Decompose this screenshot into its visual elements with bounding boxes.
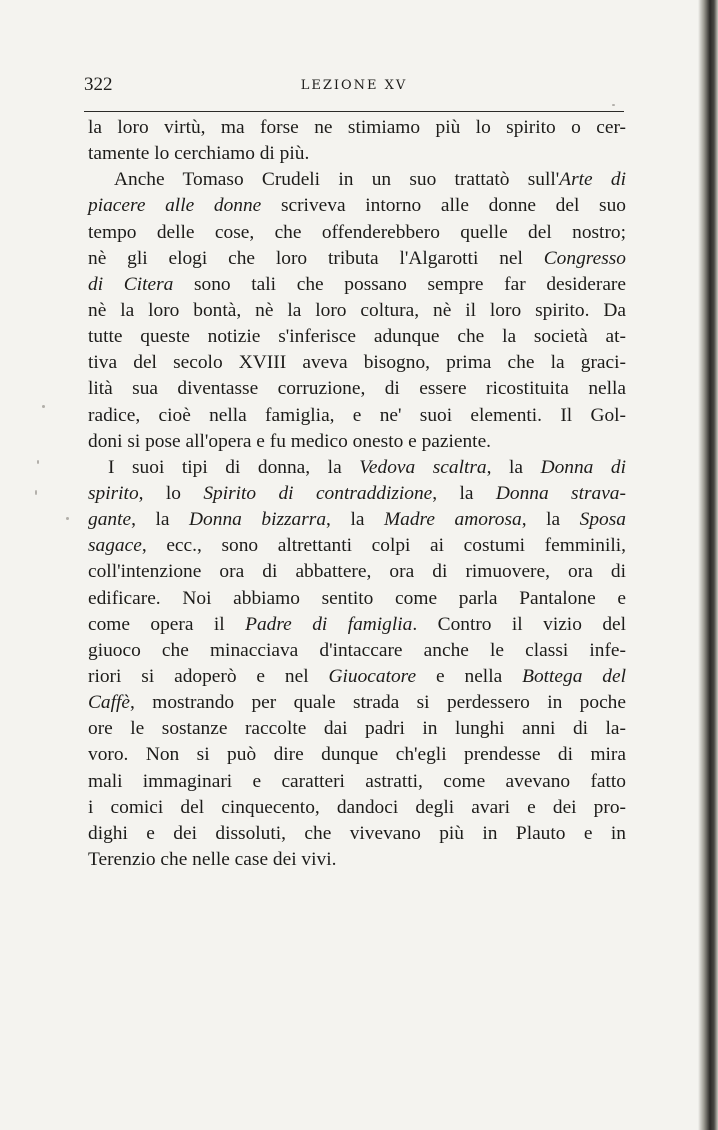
- text-run: come opera il: [88, 613, 246, 635]
- text-run: scriveva intorno alle donne del suo: [261, 195, 626, 217]
- text-run: , mostrando per quale strada si perdessero in poche: [130, 692, 626, 714]
- scan-speck: [612, 104, 615, 106]
- text-run: . Contro il vizio del: [412, 613, 627, 635]
- text-line: tutte queste notizie s'inferisce adunque che la società at-: [88, 326, 626, 348]
- text-line: [88, 193, 626, 219]
- text-run: Anche Tomaso Crudeli in un suo trattatò sull': [114, 169, 560, 191]
- text-run: , la: [521, 509, 580, 531]
- work-title: Madre amorosa: [384, 509, 522, 531]
- text-run: , ecc., sono altrettanti colpi ai costumi femminili,: [141, 535, 626, 557]
- text-line: i comici del cinquecento, dandoci degli avari e dei pro-: [88, 796, 626, 818]
- scan-speck: [37, 460, 39, 464]
- running-head: [84, 74, 624, 102]
- text-run: , lo: [138, 482, 204, 504]
- scan-speck: [66, 517, 69, 520]
- work-title: piacere alle donne: [88, 195, 262, 217]
- scan-speck: [35, 490, 37, 495]
- work-title: Padre di famiglia: [245, 613, 413, 635]
- text-run: I suoi tipi di donna, la: [108, 456, 360, 478]
- text-line: [88, 612, 626, 638]
- text-run: , la: [486, 456, 541, 478]
- text-line: tempo delle cose, che offenderebbero quelle del nostro;: [88, 221, 626, 243]
- text-line: doni si pose all'opera e fu medico onesto e paziente.: [88, 430, 492, 452]
- text-run: e nella: [416, 665, 523, 687]
- work-title: gante: [88, 509, 132, 531]
- text-line: [88, 455, 626, 481]
- text-run: sono tali che possano sempre far desiderare: [173, 273, 626, 295]
- text-run: , la: [432, 482, 496, 504]
- text-line: [88, 481, 626, 507]
- work-title: Congresso: [543, 247, 626, 269]
- work-title: Donna strava-: [495, 482, 626, 504]
- work-title: Spirito di contraddizione: [203, 482, 433, 504]
- text-line: [88, 664, 626, 690]
- text-line: voro. Non si può dire dunque ch'egli prendesse di mira: [88, 744, 626, 766]
- text-line: tiva del secolo XVIII aveva bisogno, prima che la graci-: [88, 352, 626, 374]
- work-title: Caffè: [88, 692, 131, 714]
- body-text: [88, 115, 626, 873]
- work-title: Arte di: [559, 169, 626, 191]
- text-line: radice, cioè nella famiglia, e ne' suoi elementi. Il Gol-: [88, 404, 626, 426]
- work-title: Vedova scaltra: [359, 456, 487, 478]
- page-number: 322: [84, 74, 113, 95]
- text-run: , la: [131, 509, 190, 531]
- text-line: ore le sostanze raccolte dai padri in lunghi anni di la-: [88, 718, 626, 740]
- text-line: tamente lo cerchiamo di più.: [88, 143, 310, 165]
- running-title: LEZIONE XV: [300, 78, 408, 93]
- work-title: Sposa: [579, 509, 626, 531]
- text-line: dighi e dei dissoluti, che vivevano più in Plauto e in: [88, 822, 626, 844]
- text-line: [88, 533, 626, 559]
- text-line: edificare. Noi abbiamo sentito come parla Pantalone e: [88, 587, 626, 609]
- text-line: mali immaginari e caratteri astratti, come avevano fatto: [88, 770, 626, 792]
- scan-speck: [42, 405, 45, 408]
- work-title: Donna bizzarra: [189, 509, 327, 531]
- text-line: [88, 272, 626, 298]
- text-run: , la: [326, 509, 384, 531]
- text-run: nè gli elogi che loro tributa l'Algarotti nel: [88, 247, 544, 269]
- text-line: giuoco che minacciava d'intaccare anche le classi infe-: [88, 639, 626, 661]
- work-title: Bottega del: [522, 665, 626, 687]
- text-line: [88, 690, 626, 716]
- text-run: riori si adoperò e nel: [88, 665, 329, 687]
- text-line: [88, 246, 626, 272]
- work-title: spirito: [88, 482, 139, 504]
- binding-edge: [698, 0, 718, 1130]
- work-title: di Citera: [88, 273, 174, 295]
- text-line: Terenzio che nelle case dei vivi.: [88, 848, 337, 870]
- work-title: sagace: [88, 535, 142, 557]
- text-line: coll'intenzione ora di abbattere, ora di rimuovere, ora di: [88, 561, 626, 583]
- header-rule: [84, 111, 624, 112]
- text-line: [88, 167, 626, 193]
- work-title: Giuocatore: [328, 665, 417, 687]
- text-line: la loro virtù, ma forse ne stimiamo più lo spirito o cer-: [88, 117, 626, 138]
- work-title: Donna di: [540, 456, 626, 478]
- text-line: lità sua diventasse corruzione, di essere ricostituita nella: [88, 378, 626, 400]
- text-line: nè la loro bontà, nè la loro coltura, nè il loro spirito. Da: [88, 299, 626, 321]
- text-line: [88, 507, 626, 533]
